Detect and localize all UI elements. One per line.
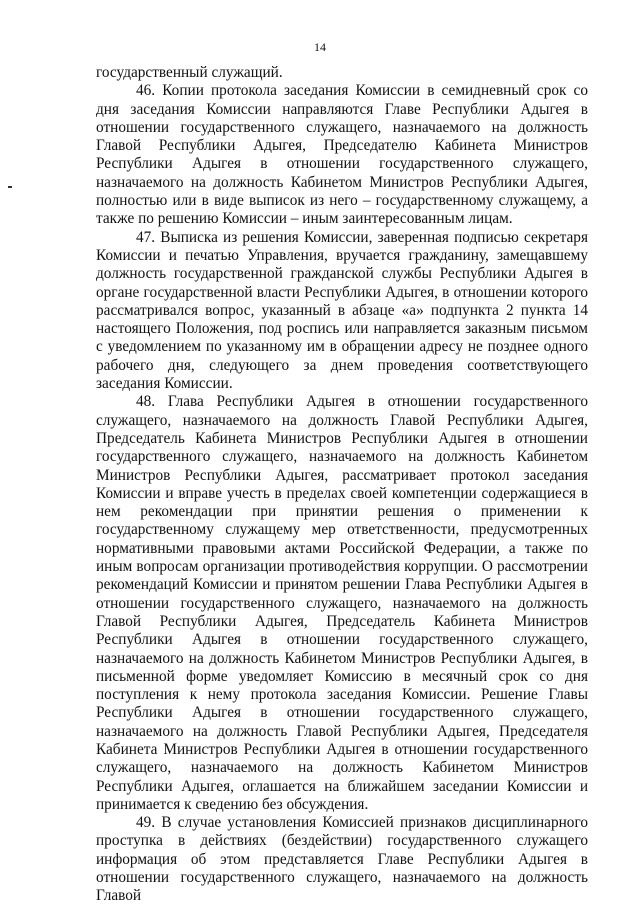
- document-body: [96, 64, 588, 906]
- margin-mark: [8, 186, 12, 188]
- paragraph-continuation: государственный служащий.: [96, 64, 283, 81]
- paragraph-46: 46. Копии протокола заседания Комиссии в семидневный срок со дня заседания Комиссии направляются Главе Республики Адыгея в отношении государственного служащего, назначаемого на должность Главой Республики Адыгея, Председателю Кабинета Министров Республики Адыгея в отношении государственного служащего, назначаемого на должность Кабинетом Министров Республики Адыгея, полностью или в виде выписок из него – государственному служащему, а также по решению Комиссии – иным заинтересованным лицам.: [96, 82, 588, 228]
- paragraph-48: 48. Глава Республики Адыгея в отношении государственного служащего, назначаемого на должность Главой Республики Адыгея, Председатель Кабинета Министров Республики Адыгея в отношении государственного служащего, назначаемого на должность Кабинетом Министров Республики Адыгея, рассматривает протокол заседания Комиссии и вправе учесть в пределах своей компетенции содержащиеся в нем рекомендации при принятии решения о применении к государственному служащему мер ответственности, предусмотренных нормативными правовыми актами Российской Федерации, а также по иным вопросам организации противодействия коррупции. О рассмотрении рекомендаций Комиссии и принятом решении Глава Республики Адыгея в отношении государственного служащего, назначаемого на должность Главой Республики Адыгея, Председатель Кабинета Министров Республики Адыгея в отношении государственного служащего, назначаемого на должность Кабинетом Министров Республики Адыгея, в письменной форме уведомляет Комиссию в месячный срок со дня поступления к нему протокола заседания Комиссии. Решение Главы Республики Адыгея в отношении государственного служащего, назначаемого на должность Главой Республики Адыгея, Председателя Кабинета Министров Республики Адыгея в отношении государственного служащего, назначаемого на должность Кабинетом Министров Республики Адыгея, оглашается на ближайшем заседании Комиссии и принимается к сведению без обсуждения.: [96, 393, 588, 813]
- paragraph-47: 47. Выписка из решения Комиссии, заверенная подписью секретаря Комиссии и печатью Управления, вручается гражданину, замещавшему должность государственной гражданской службы Республики Адыгея в органе государственной власти Республики Адыгея, в отношении которого рассматривался вопрос, указанный в абзаце «а» подпункта 2 пункта 14 настоящего Положения, под роспись или направляется заказным письмом с уведомлением по указанному им в обращении адресу не позднее одного рабочего дня, следующего за днем проведения соответствующего заседания Комиссии.: [96, 228, 588, 393]
- page-number: 14: [314, 40, 326, 54]
- paragraph-49: 49. В случае установления Комиссией признаков дисциплинарного проступка в действиях (бездействии) государственного служащего информация об этом представляется Главе Республики Адыгея в отношении государственного служащего, назначаемого на должность Главой: [96, 814, 588, 905]
